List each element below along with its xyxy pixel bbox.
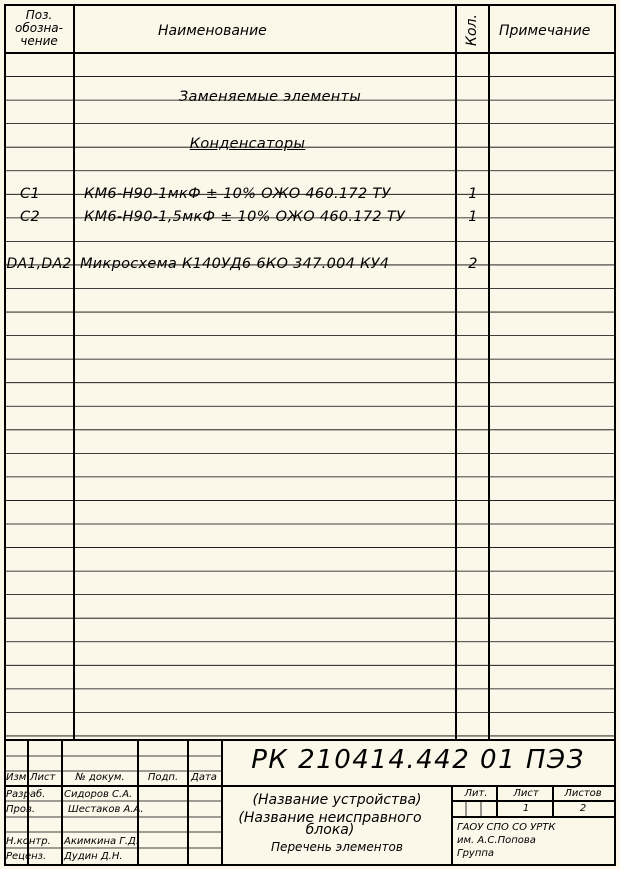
person-razrab: Сидоров С.А.: [64, 789, 133, 800]
col-izm-label: Изм.: [6, 772, 30, 783]
row-1-name: КМ6-Н90-1мкФ ± 10% ОЖО 460.172 ТУ: [84, 186, 391, 202]
pos-header-line-1: Поз.: [25, 8, 53, 22]
role-prov: Пров.: [6, 804, 36, 815]
title-list: Перечень элементов: [271, 840, 403, 854]
row-3-name: Микросхема К140УД6 6КО 347.004 КУ4: [80, 256, 390, 272]
organization: ГАОУ СПО СО УРТК им. А.С.Попова Группа: [457, 822, 556, 859]
pos-header-line-3: чение: [20, 34, 58, 48]
row-1-qty: 1: [468, 186, 478, 202]
sheet-label: Лист: [513, 788, 539, 799]
group-title: Конденсаторы: [189, 136, 306, 152]
sheet-value: 1: [522, 803, 530, 814]
row-3-qty: 2: [468, 256, 478, 272]
section-title: Заменяемые элементы: [178, 89, 362, 105]
col-data-label: Дата: [191, 772, 217, 783]
person-recenz: Дудин Д.Н.: [64, 851, 123, 862]
lit-label: Лит.: [464, 788, 488, 799]
row-2-qty: 1: [468, 209, 478, 225]
row-1-pos: C1: [20, 186, 40, 202]
sheets-value: 2: [579, 803, 587, 814]
col-podp-label: Подп.: [147, 772, 179, 783]
row-2-name: КМ6-Н90-1,5мкФ ± 10% ОЖО 460.172 ТУ: [84, 209, 406, 225]
pos-header: [5, 9, 73, 48]
title-device: (Название устройства): [252, 792, 422, 808]
row-3-pos: DA1,DA2: [6, 256, 72, 272]
pos-header-line-2: обозна-: [15, 21, 63, 35]
sheets-label: Листов: [564, 788, 602, 799]
qty-header: Кол.: [464, 14, 480, 46]
name-header: Наименование: [158, 23, 267, 39]
row-2-pos: C2: [20, 209, 40, 225]
role-razrab: Разраб.: [6, 789, 46, 800]
document-code: РК 210414.442 01 ПЭЗ: [251, 745, 585, 775]
person-nkontr: Акимкина Г.Д.: [64, 836, 140, 847]
role-recenz: Реценз.: [6, 851, 47, 862]
note-header: Примечание: [499, 23, 591, 39]
person-prov: Шестаков А.А.: [68, 804, 144, 815]
col-list-label: Лист: [30, 772, 56, 783]
title-block: (Название неисправного блока): [238, 810, 422, 838]
role-nkontr: Н.контр.: [6, 836, 51, 847]
col-ndoc-label: № докум.: [75, 772, 125, 783]
